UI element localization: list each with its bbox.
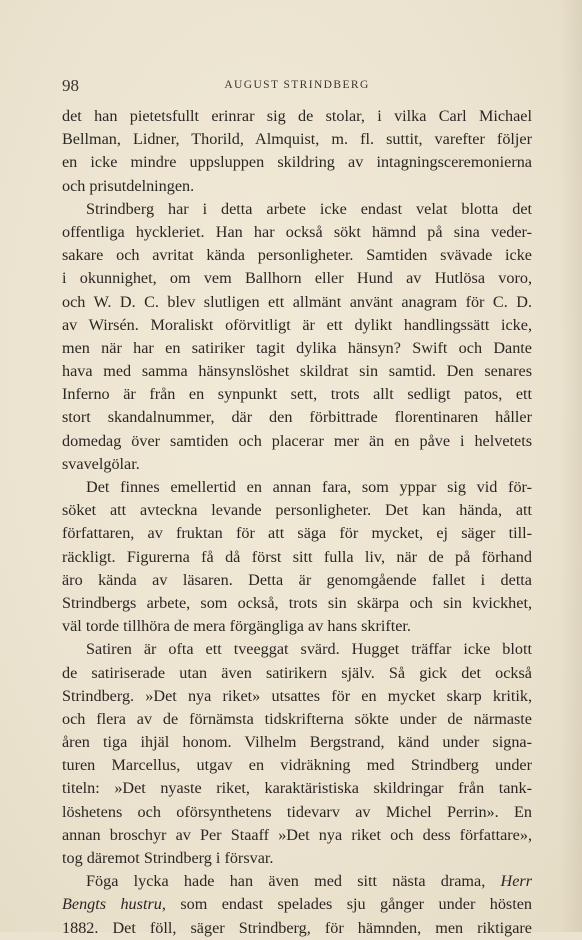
text-line: räckligt. Figurerna få då först sitt fulla liv, när de på förhand	[62, 547, 532, 566]
text-line: svavelgölar.	[62, 454, 140, 473]
text-line: offentliga hyckleriet. Han har också sökt hämnd på sina veder-	[62, 222, 532, 241]
text-line: i okunnighet, om vem Ballhorn eller Hund av Hutlösa voro,	[62, 269, 532, 288]
text-line: åren tiga ihjäl honom. Vilhelm Bergstrand, känd under signa-	[62, 733, 532, 752]
text-line: och flera av de förnämsta tidskrifterna sökte under de närmaste	[62, 709, 532, 728]
text-line: Bellman, Lidner, Thorild, Almquist, m. fl. suttit, varefter följer	[62, 130, 532, 149]
text-line	[62, 870, 532, 893]
page-edge-shadow	[560, 0, 582, 932]
text-line: äro kända av läsaren. Detta är genomgående fallet i detta	[62, 570, 532, 589]
text-run: Föga lycka hade han även med sitt nästa drama,	[86, 872, 486, 891]
text-line: och W. D. C. blev slutligen ett allmänt använt anagram för C. D.	[62, 292, 532, 311]
text-line: annan broschyr av Per Staaff »Det nya riket och dess författare»,	[62, 825, 532, 844]
text-line: sakare och avritat kända personligheter. Samtiden svävade icke	[62, 246, 532, 265]
text-line: domedag över samtiden och placerar mer än en påve i helvetets	[62, 431, 532, 450]
text-line: författaren, av fruktan för att säga för mycket, ej säger till-	[62, 524, 532, 543]
text-line: Strindbergs arbete, som också, trots sin skärpa och sin kvickhet,	[62, 593, 532, 612]
play-title-italic: Bengts hustru	[62, 895, 162, 914]
page-header	[62, 76, 532, 96]
text-line: de satiriserade utan även satirikern själv. Så gick det också	[62, 663, 532, 682]
text-line: Strindberg. »Det nya riket» utsattes för en mycket skarp kritik,	[62, 686, 532, 705]
text-line: tog däremot Strindberg i försvar.	[62, 849, 274, 867]
text-line: Det finnes emellertid en annan fara, som yppar sig vid för-	[86, 478, 532, 496]
body-text	[62, 105, 532, 940]
text-line: titeln: »Det nyaste riket, karaktäristiska skildringar från tank-	[62, 779, 532, 798]
text-line: väl torde tillhöra de mera förgängliga av hans skrifter.	[62, 617, 411, 636]
text-line: stort skandalnummer, där den förbittrade florentinaren håller	[62, 408, 532, 427]
text-line: Strindberg har i detta arbete icke endast velat blotta det	[86, 199, 532, 218]
play-title-italic: Herr	[500, 872, 532, 891]
text-line: 1882. Det föll, säger Strindberg, för hämnden, men riktigare	[62, 918, 532, 937]
page-number: 98	[62, 76, 79, 95]
text-line: söket att avteckna levande personligheter. Det kan hända, att	[62, 501, 532, 520]
text-line: en icke mindre uppsluppen skildring av intagningsceremonierna	[62, 153, 532, 172]
text-run: , som endast spelades sju gånger under hösten	[161, 895, 533, 914]
text-line: men när har en satiriker tagit dylika hänsyn? Swift och Dante	[62, 338, 532, 357]
text-line: Satiren är ofta ett tveeggat svärd. Hugget träffar icke blott	[86, 640, 532, 659]
text-line: av Wirsén. Moraliskt oförvitligt är ett dylikt handlingssätt icke,	[62, 315, 532, 334]
text-line: hava med samma hänsynslöshet skildrat sin samtid. Den senares	[62, 362, 532, 381]
text-line: Inferno är från en synpunkt sett, trots allt sedligt patos, ett	[62, 385, 532, 404]
running-head: AUGUST STRINDBERG	[224, 79, 370, 91]
text-line: löshetens och oförsynthetens tidevarv av Michel Perrin». En	[62, 802, 532, 821]
text-line: det han pietetsfullt erinrar sig de stolar, i vilka Carl Michael	[62, 107, 532, 125]
text-line: turen Marcellus, utgav en vidräkning med Strindberg under	[62, 756, 532, 775]
text-line	[62, 893, 532, 916]
text-line: och prisutdelningen.	[62, 176, 195, 195]
